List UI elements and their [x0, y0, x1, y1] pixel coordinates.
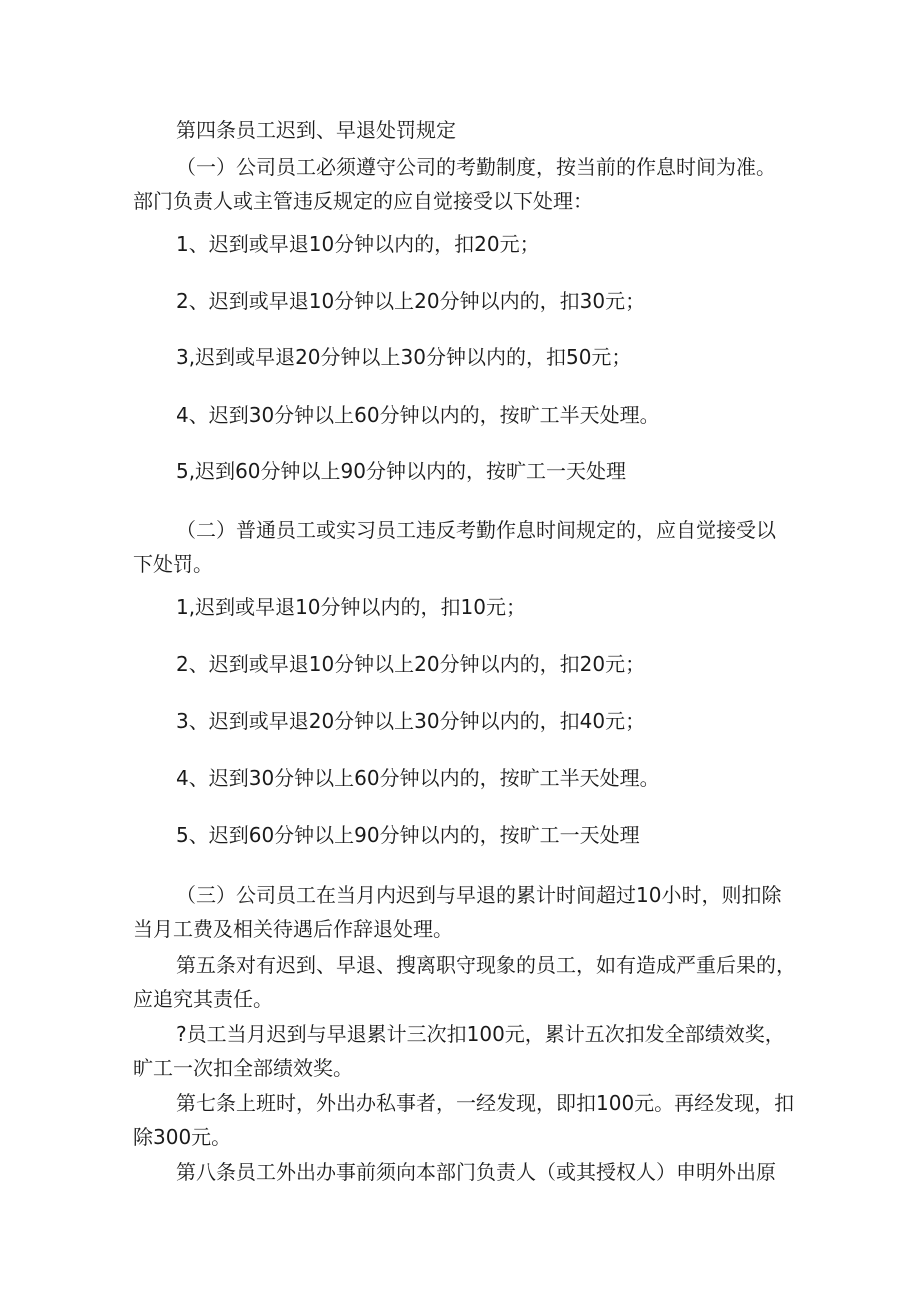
- section-1-line-1: （一）公司员工必须遵守公司的考勤制度，按当前的作息时间为准。: [176, 155, 776, 179]
- section-2-item-3: 3、迟到或早退20分钟以上30分钟以内的，扣40元；: [176, 709, 646, 733]
- section-2-item-4: 4、迟到30分钟以上60分钟以内的，按旷工半天处理。: [176, 766, 660, 790]
- section-2-item-2: 2、迟到或早退10分钟以上20分钟以内的，扣20元；: [176, 652, 646, 676]
- article-heading: 第四条员工迟到、早退处罚规定: [176, 118, 456, 142]
- section-1-line-2: 部门负责人或主管违反规定的应自觉接受以下处理：: [133, 189, 593, 213]
- article-7-line-1: 第七条上班时，外出办私事者，一经发现，即扣100元。再经发现，扣: [176, 1091, 795, 1115]
- section-2-item-5: 5、迟到60分钟以上90分钟以内的，按旷工一天处理: [176, 823, 640, 847]
- section-1-item-1: 1、迟到或早退10分钟以内的，扣20元；: [176, 232, 540, 256]
- article-5-line-2: 应追究其责任。: [133, 987, 273, 1011]
- article-7-line-2: 除300元。: [133, 1125, 232, 1149]
- section-3-line-2: 当月工费及相关待遇后作辞退处理。: [133, 917, 453, 941]
- section-3-line-1: （三）公司员工在当月内迟到与早退的累计时间超过10小时，则扣除: [176, 883, 782, 907]
- section-2-line-2: 下处罚。: [133, 552, 213, 576]
- section-2-line-1: （二）普通员工或实习员工违反考勤作息时间规定的，应自觉接受以: [176, 518, 776, 542]
- article-8-line-1: 第八条员工外出办事前须向本部门负责人（或其授权人）申明外出原: [176, 1160, 776, 1184]
- article-6-line-1: ?员工当月迟到与早退累计三次扣100元，累计五次扣发全部绩效奖，: [176, 1022, 785, 1046]
- article-5-line-1: 第五条对有迟到、早退、搜离职守现象的员工，如有造成严重后果的，: [176, 953, 796, 977]
- section-1-item-4: 4、迟到30分钟以上60分钟以内的，按旷工半天处理。: [176, 403, 660, 427]
- section-1-item-3: 3,迟到或早退20分钟以上30分钟以内的，扣50元；: [176, 345, 632, 369]
- article-6-line-2: 旷工一次扣全部绩效奖。: [133, 1056, 353, 1080]
- section-1-item-2: 2、迟到或早退10分钟以上20分钟以内的，扣30元；: [176, 289, 646, 313]
- section-2-item-1: 1,迟到或早退10分钟以内的，扣10元；: [176, 595, 526, 619]
- section-1-item-5: 5,迟到60分钟以上90分钟以内的，按旷工一天处理: [176, 459, 626, 483]
